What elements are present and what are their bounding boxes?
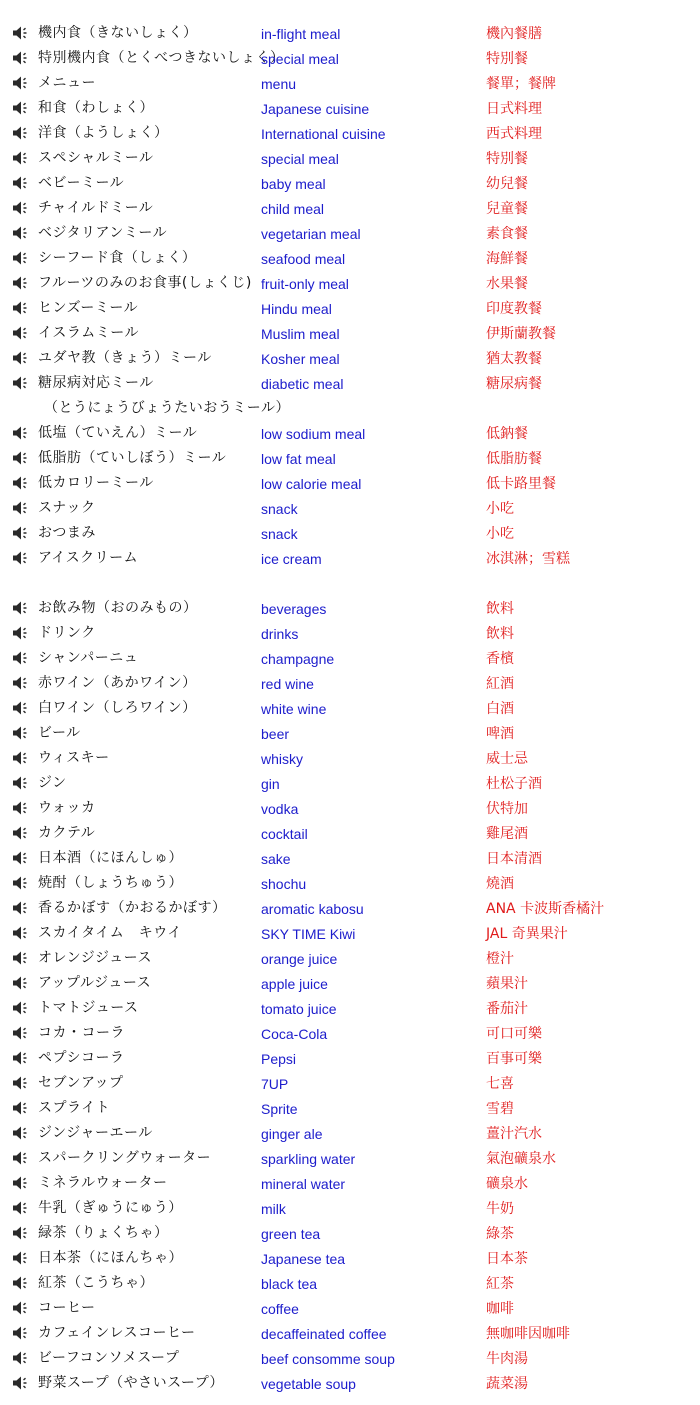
english-term: baby meal bbox=[261, 176, 326, 192]
speaker-icon[interactable] bbox=[12, 1000, 30, 1016]
speaker-icon[interactable] bbox=[12, 200, 30, 216]
english-term: snack bbox=[261, 501, 298, 517]
chinese-term: 牛肉湯 bbox=[486, 1351, 528, 1367]
japanese-term: 低カロリーミール bbox=[38, 475, 154, 491]
japanese-term: アップルジュース bbox=[38, 975, 152, 991]
section-spacer bbox=[0, 572, 700, 597]
english-term: Japanese cuisine bbox=[261, 101, 370, 117]
chinese-term: 日本茶 bbox=[486, 1251, 528, 1267]
english-term: Coca-Cola bbox=[261, 1026, 328, 1042]
english-term: child meal bbox=[261, 201, 325, 217]
reading-continuation bbox=[0, 397, 700, 422]
vocab-row bbox=[0, 622, 700, 647]
chinese-term: 雞尾酒 bbox=[486, 826, 528, 842]
chinese-term: 綠茶 bbox=[486, 1226, 514, 1242]
vocab-row bbox=[0, 297, 700, 322]
japanese-term: カクテル bbox=[38, 825, 96, 841]
chinese-term: 猶太教餐 bbox=[486, 351, 542, 367]
chinese-term: 燒酒 bbox=[486, 876, 514, 892]
english-term: mineral water bbox=[261, 1176, 346, 1192]
chinese-term: 水果餐 bbox=[486, 276, 528, 292]
english-term: white wine bbox=[261, 701, 327, 717]
chinese-term: 小吃 bbox=[486, 526, 514, 542]
chinese-term: 伏特加 bbox=[486, 801, 528, 817]
speaker-icon[interactable] bbox=[12, 1300, 30, 1316]
english-term: tomato juice bbox=[261, 1001, 337, 1017]
speaker-icon[interactable] bbox=[12, 600, 30, 616]
speaker-icon[interactable] bbox=[12, 150, 30, 166]
vocab-row bbox=[0, 197, 700, 222]
chinese-term: 可口可樂 bbox=[486, 1026, 542, 1042]
japanese-term: アイスクリーム bbox=[38, 550, 139, 566]
speaker-icon[interactable] bbox=[12, 650, 30, 666]
speaker-icon[interactable] bbox=[12, 1100, 30, 1116]
speaker-icon[interactable] bbox=[12, 100, 30, 116]
vocab-row bbox=[0, 1297, 700, 1322]
vocab-row bbox=[0, 647, 700, 672]
japanese-term: シーフード食（しょく） bbox=[38, 250, 197, 266]
vocab-row bbox=[0, 22, 700, 47]
vocab-row bbox=[0, 272, 700, 297]
chinese-term: 雪碧 bbox=[486, 1101, 514, 1117]
vocab-row bbox=[0, 772, 700, 797]
vocab-row bbox=[0, 222, 700, 247]
speaker-icon[interactable] bbox=[12, 275, 30, 291]
chinese-term: 氣泡礦泉水 bbox=[486, 1151, 556, 1167]
english-term: beverages bbox=[261, 601, 327, 617]
japanese-term: お飲み物（おのみもの） bbox=[38, 600, 198, 616]
japanese-term: ユダヤ教（きょう）ミール bbox=[38, 350, 212, 366]
japanese-term: ミネラルウォーター bbox=[38, 1175, 168, 1191]
english-term: champagne bbox=[261, 651, 335, 667]
english-term: ginger ale bbox=[261, 1126, 323, 1142]
chinese-term: JAL 奇異果汁 bbox=[486, 926, 568, 942]
english-term: drinks bbox=[261, 626, 299, 642]
vocab-row bbox=[0, 872, 700, 897]
vocab-row bbox=[0, 497, 700, 522]
japanese-term: 低脂肪（ていしぼう）ミール bbox=[38, 450, 227, 466]
japanese-term: 牛乳（ぎゅうにゅう） bbox=[38, 1200, 183, 1216]
speaker-icon[interactable] bbox=[12, 475, 30, 491]
english-term: coffee bbox=[261, 1301, 299, 1317]
japanese-term: 香るかぼす（かおるかぼす） bbox=[38, 900, 227, 916]
chinese-term: 特別餐 bbox=[486, 151, 528, 167]
chinese-term: 咖啡 bbox=[486, 1301, 514, 1317]
speaker-icon[interactable] bbox=[12, 250, 30, 266]
vocab-row bbox=[0, 1272, 700, 1297]
speaker-icon[interactable] bbox=[12, 825, 30, 841]
speaker-icon[interactable] bbox=[12, 1350, 30, 1366]
speaker-icon[interactable] bbox=[12, 525, 30, 541]
vocab-row bbox=[0, 997, 700, 1022]
vocab-row bbox=[0, 172, 700, 197]
english-term: low calorie meal bbox=[261, 476, 362, 492]
vocab-row bbox=[0, 1022, 700, 1047]
japanese-term: （とうにょうびょうたいおうミール） bbox=[44, 400, 290, 416]
japanese-term: おつまみ bbox=[38, 525, 96, 541]
speaker-icon[interactable] bbox=[12, 800, 30, 816]
speaker-icon[interactable] bbox=[12, 50, 30, 66]
english-term: fruit-only meal bbox=[261, 276, 349, 292]
speaker-icon[interactable] bbox=[12, 300, 30, 316]
speaker-icon[interactable] bbox=[12, 900, 30, 916]
chinese-term: ANA 卡波斯香橘汁 bbox=[486, 901, 605, 917]
speaker-icon[interactable] bbox=[12, 550, 30, 566]
vocab-row bbox=[0, 1072, 700, 1097]
english-term: 7UP bbox=[261, 1076, 289, 1092]
vocab-row bbox=[0, 147, 700, 172]
english-term: beef consomme soup bbox=[261, 1351, 395, 1367]
vocab-row bbox=[0, 797, 700, 822]
japanese-term: コカ・コーラ bbox=[38, 1025, 125, 1041]
speaker-icon[interactable] bbox=[12, 925, 30, 941]
japanese-term: 機内食（きないしょく） bbox=[38, 25, 198, 41]
japanese-term: コーヒー bbox=[38, 1300, 96, 1316]
chinese-term: 礦泉水 bbox=[486, 1176, 528, 1192]
japanese-term: スプライト bbox=[38, 1100, 111, 1116]
english-term: Kosher meal bbox=[261, 351, 340, 367]
vocab-row bbox=[0, 922, 700, 947]
chinese-term: 日式料理 bbox=[486, 101, 542, 117]
japanese-term: 日本茶（にほんちゃ） bbox=[38, 1250, 183, 1266]
chinese-term: 無咖啡因咖啡 bbox=[486, 1326, 570, 1342]
chinese-term: 特別餐 bbox=[486, 51, 528, 67]
chinese-term: 印度教餐 bbox=[486, 301, 542, 317]
chinese-term: 飲料 bbox=[486, 601, 514, 617]
japanese-term: スカイタイム キウイ bbox=[38, 925, 182, 941]
chinese-term: 蔬菜湯 bbox=[486, 1376, 528, 1392]
english-term: ice cream bbox=[261, 551, 322, 567]
english-term: low fat meal bbox=[261, 451, 336, 467]
english-term: black tea bbox=[261, 1276, 318, 1292]
japanese-term: ドリンク bbox=[38, 625, 96, 641]
japanese-term: ビーフコンソメスープ bbox=[38, 1350, 180, 1366]
vocab-row bbox=[0, 672, 700, 697]
japanese-term: ペプシコーラ bbox=[38, 1050, 125, 1066]
speaker-icon[interactable] bbox=[12, 1375, 30, 1391]
chinese-term: 紅酒 bbox=[486, 676, 514, 692]
chinese-term: 日本清酒 bbox=[486, 851, 542, 867]
japanese-term: メニュー bbox=[38, 75, 96, 91]
chinese-term: 素食餐 bbox=[486, 226, 528, 242]
vocab-row bbox=[0, 372, 700, 397]
japanese-term: トマトジュース bbox=[38, 1000, 139, 1016]
chinese-term: 低鈉餐 bbox=[486, 426, 528, 442]
chinese-term: 糖尿病餐 bbox=[486, 376, 542, 392]
japanese-term: フルーツのみのお食事(しょくじ) bbox=[38, 275, 252, 291]
vocab-row bbox=[0, 947, 700, 972]
vocab-row bbox=[0, 547, 700, 572]
vocab-row bbox=[0, 447, 700, 472]
japanese-term: ウォッカ bbox=[38, 800, 96, 816]
english-term: beer bbox=[261, 726, 290, 742]
speaker-icon[interactable] bbox=[12, 1225, 30, 1241]
vocab-row bbox=[0, 1047, 700, 1072]
japanese-term: スパークリングウォーター bbox=[38, 1150, 212, 1166]
japanese-term: 野菜スープ（やさいスープ） bbox=[38, 1375, 224, 1391]
japanese-term: 紅茶（こうちゃ） bbox=[38, 1275, 154, 1291]
chinese-term: 威士忌 bbox=[486, 751, 528, 767]
english-term: Hindu meal bbox=[261, 301, 332, 317]
vocab-row bbox=[0, 897, 700, 922]
english-term: seafood meal bbox=[261, 251, 346, 267]
english-term: apple juice bbox=[261, 976, 328, 992]
vocab-row bbox=[0, 1372, 700, 1397]
chinese-term: 小吃 bbox=[486, 501, 514, 517]
english-term: gin bbox=[261, 776, 280, 792]
speaker-icon[interactable] bbox=[12, 625, 30, 641]
chinese-term: 海鮮餐 bbox=[486, 251, 528, 267]
vocab-row bbox=[0, 722, 700, 747]
japanese-term: ウィスキー bbox=[38, 750, 110, 766]
chinese-term: 低脂肪餐 bbox=[486, 451, 542, 467]
speaker-icon[interactable] bbox=[12, 500, 30, 516]
chinese-term: 橙汁 bbox=[486, 951, 514, 967]
speaker-icon[interactable] bbox=[12, 675, 30, 691]
english-term: sake bbox=[261, 851, 291, 867]
speaker-icon[interactable] bbox=[12, 225, 30, 241]
chinese-term: 百事可樂 bbox=[486, 1051, 542, 1067]
vocab-row bbox=[0, 72, 700, 97]
speaker-icon[interactable] bbox=[12, 1250, 30, 1266]
vocab-row bbox=[0, 47, 700, 72]
vocab-row bbox=[0, 472, 700, 497]
japanese-term: 焼酎（しょうちゅう） bbox=[38, 875, 183, 891]
japanese-term: 緑茶（りょくちゃ） bbox=[38, 1225, 169, 1241]
vocab-row bbox=[0, 822, 700, 847]
chinese-term: 香檳 bbox=[486, 651, 514, 667]
english-term: SKY TIME Kiwi bbox=[261, 926, 356, 942]
english-term: snack bbox=[261, 526, 298, 542]
chinese-term: 餐單；餐牌 bbox=[486, 76, 556, 92]
japanese-term: 白ワイン（しろワイン） bbox=[38, 700, 197, 716]
speaker-icon[interactable] bbox=[12, 950, 30, 966]
speaker-icon[interactable] bbox=[12, 1050, 30, 1066]
english-term: vegetarian meal bbox=[261, 226, 361, 242]
speaker-icon[interactable] bbox=[12, 975, 30, 991]
japanese-term: ジン bbox=[38, 775, 67, 791]
chinese-term: 番茄汁 bbox=[486, 1001, 528, 1017]
vocab-row bbox=[0, 422, 700, 447]
speaker-icon[interactable] bbox=[12, 1125, 30, 1141]
vocab-row bbox=[0, 347, 700, 372]
japanese-term: ジンジャーエール bbox=[38, 1125, 153, 1141]
chinese-term: 白酒 bbox=[486, 701, 514, 717]
vocab-row bbox=[0, 972, 700, 997]
japanese-term: カフェインレスコーヒー bbox=[38, 1325, 196, 1341]
speaker-icon[interactable] bbox=[12, 75, 30, 91]
chinese-term: 機內餐膳 bbox=[486, 26, 542, 42]
vocab-row bbox=[0, 1247, 700, 1272]
speaker-icon[interactable] bbox=[12, 375, 30, 391]
speaker-icon[interactable] bbox=[12, 450, 30, 466]
speaker-icon[interactable] bbox=[12, 350, 30, 366]
speaker-icon[interactable] bbox=[12, 425, 30, 441]
japanese-term: ベビーミール bbox=[38, 175, 125, 191]
speaker-icon[interactable] bbox=[12, 125, 30, 141]
english-term: red wine bbox=[261, 676, 314, 692]
chinese-term: 杜松子酒 bbox=[486, 776, 542, 792]
english-term: vegetable soup bbox=[261, 1376, 356, 1392]
chinese-term: 薑汁汽水 bbox=[486, 1126, 542, 1142]
speaker-icon[interactable] bbox=[12, 175, 30, 191]
english-term: sparkling water bbox=[261, 1151, 356, 1167]
chinese-term: 牛奶 bbox=[486, 1201, 514, 1217]
english-term: cocktail bbox=[261, 826, 308, 842]
speaker-icon[interactable] bbox=[12, 1275, 30, 1291]
japanese-term: 糖尿病対応ミール bbox=[38, 375, 154, 391]
japanese-term: 赤ワイン（あかワイン） bbox=[38, 675, 197, 691]
speaker-icon[interactable] bbox=[12, 1150, 30, 1166]
speaker-icon[interactable] bbox=[12, 725, 30, 741]
english-term: Pepsi bbox=[261, 1051, 297, 1067]
speaker-icon[interactable] bbox=[12, 850, 30, 866]
japanese-term: スペシャルミール bbox=[38, 150, 154, 166]
english-term: whisky bbox=[261, 751, 304, 767]
english-term: Sprite bbox=[261, 1101, 298, 1117]
chinese-term: 西式料理 bbox=[486, 126, 542, 142]
japanese-term: チャイルドミール bbox=[38, 200, 154, 216]
speaker-icon[interactable] bbox=[12, 1175, 30, 1191]
english-term: low sodium meal bbox=[261, 426, 366, 442]
japanese-term: 洋食（ようしょく） bbox=[38, 125, 169, 141]
english-term: green tea bbox=[261, 1226, 321, 1242]
english-term: decaffeinated coffee bbox=[261, 1326, 387, 1342]
vocab-row bbox=[0, 1222, 700, 1247]
japanese-term: ベジタリアンミール bbox=[38, 225, 168, 241]
vocab-row bbox=[0, 122, 700, 147]
vocab-row bbox=[0, 597, 700, 622]
speaker-icon[interactable] bbox=[12, 1325, 30, 1341]
speaker-icon[interactable] bbox=[12, 1025, 30, 1041]
vocab-row bbox=[0, 747, 700, 772]
vocab-row bbox=[0, 1347, 700, 1372]
english-term: aromatic kabosu bbox=[261, 901, 364, 917]
english-term: shochu bbox=[261, 876, 307, 892]
vocab-row bbox=[0, 697, 700, 722]
speaker-icon[interactable] bbox=[12, 700, 30, 716]
speaker-icon[interactable] bbox=[12, 1075, 30, 1091]
japanese-term: イスラムミール bbox=[38, 325, 139, 341]
chinese-term: 伊斯蘭教餐 bbox=[486, 326, 556, 342]
japanese-term: 低塩（ていえん）ミール bbox=[38, 425, 198, 441]
vocab-row bbox=[0, 1097, 700, 1122]
english-term: in-flight meal bbox=[261, 26, 341, 42]
japanese-term: オレンジジュース bbox=[38, 950, 152, 966]
vocab-row bbox=[0, 1322, 700, 1347]
chinese-term: 冰淇淋；雪糕 bbox=[486, 551, 570, 567]
japanese-term: 和食（わしょく） bbox=[38, 100, 154, 116]
vocab-row bbox=[0, 322, 700, 347]
vocab-row bbox=[0, 522, 700, 547]
english-term: menu bbox=[261, 76, 297, 92]
english-term: International cuisine bbox=[261, 126, 386, 142]
english-term: diabetic meal bbox=[261, 376, 344, 392]
japanese-term: ヒンズーミール bbox=[38, 300, 139, 316]
chinese-term: 啤酒 bbox=[486, 726, 514, 742]
speaker-icon[interactable] bbox=[12, 325, 30, 341]
speaker-icon[interactable] bbox=[12, 750, 30, 766]
japanese-term: 日本酒（にほんしゅ） bbox=[38, 850, 183, 866]
english-term: vodka bbox=[261, 801, 299, 817]
vocab-row bbox=[0, 1172, 700, 1197]
speaker-icon[interactable] bbox=[12, 1200, 30, 1216]
speaker-icon[interactable] bbox=[12, 775, 30, 791]
english-term: special meal bbox=[261, 51, 339, 67]
english-term: special meal bbox=[261, 151, 339, 167]
chinese-term: 紅茶 bbox=[486, 1276, 514, 1292]
english-term: Muslim meal bbox=[261, 326, 340, 342]
chinese-term: 蘋果汁 bbox=[486, 976, 528, 992]
chinese-term: 七喜 bbox=[486, 1076, 514, 1092]
speaker-icon[interactable] bbox=[12, 875, 30, 891]
english-term: orange juice bbox=[261, 951, 338, 967]
vocab-row bbox=[0, 847, 700, 872]
vocab-row bbox=[0, 97, 700, 122]
chinese-term: 兒童餐 bbox=[486, 201, 528, 217]
japanese-term: ビール bbox=[38, 725, 81, 741]
english-term: milk bbox=[261, 1201, 286, 1217]
vocab-row bbox=[0, 1147, 700, 1172]
japanese-term: 特別機内食（とくべつきないしょく） bbox=[38, 50, 285, 66]
vocab-row bbox=[0, 247, 700, 272]
vocab-row bbox=[0, 1197, 700, 1222]
chinese-term: 低卡路里餐 bbox=[486, 476, 556, 492]
chinese-term: 飲料 bbox=[486, 626, 514, 642]
english-term: Japanese tea bbox=[261, 1251, 346, 1267]
speaker-icon[interactable] bbox=[12, 25, 30, 41]
japanese-term: スナック bbox=[38, 500, 96, 516]
japanese-term: シャンパーニュ bbox=[38, 650, 139, 666]
chinese-term: 幼兒餐 bbox=[486, 176, 528, 192]
japanese-term: セブンアップ bbox=[38, 1075, 124, 1091]
vocab-row bbox=[0, 1122, 700, 1147]
